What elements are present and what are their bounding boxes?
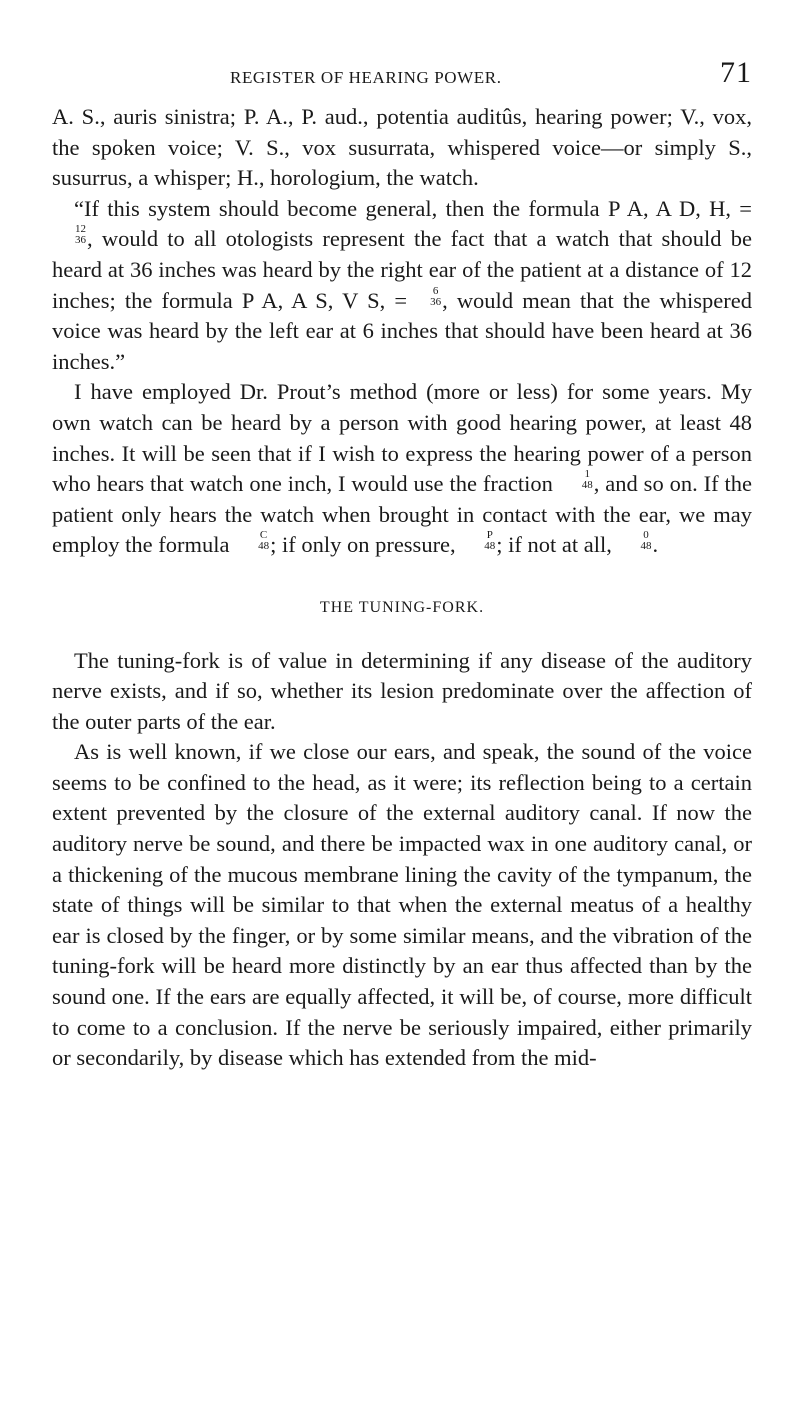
book-page	[52, 56, 753, 1074]
text-run: ; if only on pressure,	[270, 532, 456, 558]
page-number: 71	[720, 56, 752, 89]
paragraph-prout-method	[52, 377, 752, 561]
fraction-12-36: 12 36	[75, 223, 86, 247]
fraction-0-48: 0 48	[640, 529, 652, 553]
text-run: “If this system should become general, then the formula P A, A D, H, =	[74, 195, 752, 221]
fraction-6-36: 6 36	[430, 284, 442, 308]
text-run: I have employed Dr. Prout’s method (more or less) for some years. My own watch can be heard by a person with good hearing power, at least 48 inches. It will be seen that if I wish to express the hearing power of a person who hears that watch one inch, I would use the fraction	[52, 379, 752, 497]
page-header	[52, 56, 752, 102]
fraction-c-48: C 48	[258, 529, 270, 553]
paragraph-tuning-fork-test: As is well known, if we close our ears, and speak, the sound of the voice seems to be confined to the head, as it were; its reflection being to a certain extent prevented by the closure of the external auditory canal. If now the auditory nerve be sound, and there be impacted wax in one auditory canal, or a thickening of the mucous membrane lining the cavity of the tympanum, the state of things will be similar to that when the external meatus of a healthy ear is closed by the finger, or by some similar means, and the vibration of the tuning-fork will be heard more distinctly by an ear thus affected than by the sound one. If the ears are equally affected, it will be, of course, more difficult to come to a conclusion. If the nerve be seriously impaired, either primarily or secondarily, by disease which has extended from the mid-	[52, 739, 752, 1071]
body-text	[52, 102, 752, 1074]
text-run: , would mean that the whispered voice was heard by the left ear at 6 inches that should have been heard at 36 inches.”	[52, 287, 752, 374]
section-title: THE TUNING-FORK.	[319, 598, 485, 616]
paragraph-tuning-fork-value: The tuning-fork is of value in determining if any disease of the auditory nerve exists, and if so, whether its lesion predominate over the affection of the outer parts of the ear.	[52, 647, 752, 734]
paragraph-abbreviations: A. S., auris sinistra; P. A., P. aud., potentia auditûs, hearing power; V., vox, the spoken voice; V. S., vox susurrata, whispered voice—or simply S., susurrus, a whisper; H., horologium, the watch.	[52, 104, 752, 191]
fraction-p-48: P 48	[484, 529, 496, 553]
paragraph-formula-quote	[52, 194, 752, 378]
text-run: , and so on. If the patient only hears the watch when brought in contact with the ear, we may employ the formula	[52, 471, 753, 558]
running-head: REGISTER OF HEARING POWER.	[230, 68, 502, 87]
text-run: ; if not at all,	[496, 532, 612, 558]
text-run: .	[652, 532, 659, 558]
fraction-1-48: 1 48	[581, 468, 593, 492]
text-run: , would to all otologists represent the fact that a watch that should be heard at 36 inches was heard by the right ear of the patient at a distance of 12 inches; the formula P A, A S, V S, =	[52, 226, 752, 313]
